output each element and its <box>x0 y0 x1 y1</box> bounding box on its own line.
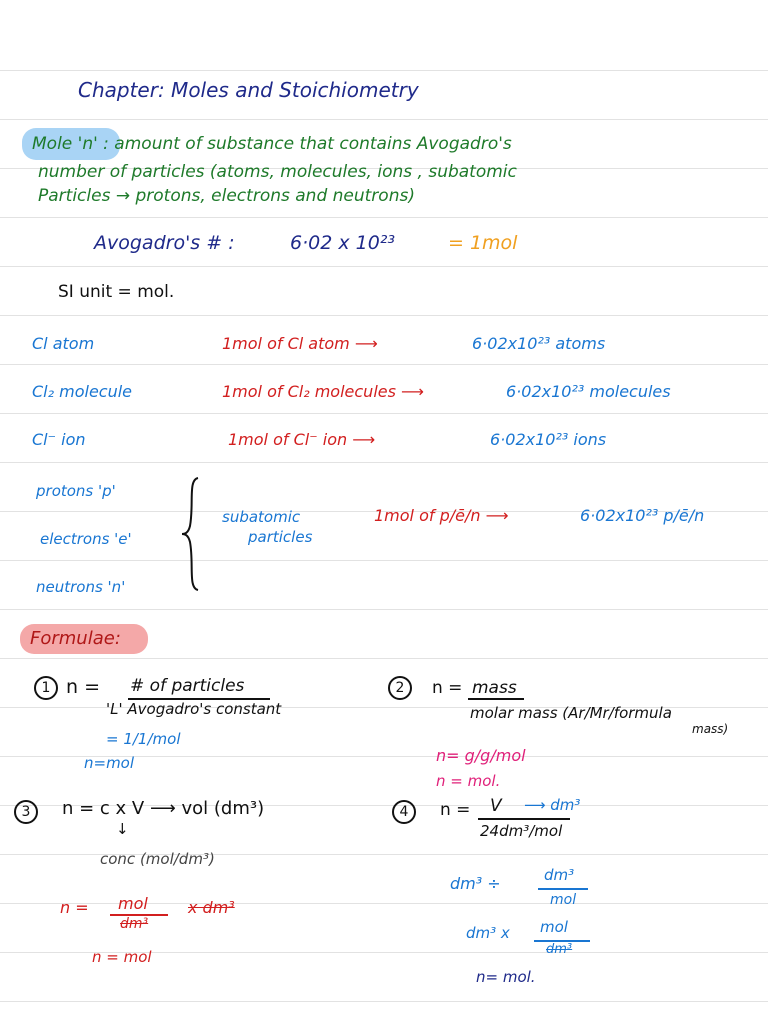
definition-line-3: Particles → protons, electrons and neutrons) <box>38 186 415 206</box>
page-title: Chapter: Moles and Stoichiometry <box>78 78 419 102</box>
formula-4-step2-left: dm³ x <box>466 924 510 942</box>
formula-4-step1-denominator: mol <box>550 892 577 908</box>
formula-1-n: n = <box>66 676 101 698</box>
formula-4-arrow-label: ⟶ dm³ <box>524 796 581 814</box>
avogadro-label: Avogadro's # : <box>94 232 235 254</box>
formula-4-number: 4 <box>392 800 416 824</box>
formula-4-step1-line <box>538 888 588 890</box>
formulae-heading: Formulae: <box>30 628 121 649</box>
formula-3-times: x dm³ <box>188 898 235 917</box>
definition-line-2: number of particles (atoms, molecules, ions , subatomic <box>38 162 517 182</box>
row-3-left: Cl⁻ ion <box>32 430 86 449</box>
row-2-right: 6·02x10²³ molecules <box>506 382 671 401</box>
formula-3-numerator: mol <box>118 894 148 913</box>
formula-2-numerator: mass <box>472 678 517 698</box>
formula-4-n: n = <box>440 800 471 820</box>
formula-4-step1-left: dm³ ÷ <box>450 874 501 893</box>
formula-4-step1-numerator: dm³ <box>544 866 575 884</box>
formula-1-eq: = 1/1/mol <box>106 730 181 748</box>
formula-4-step2-denominator: dm³ <box>546 942 573 957</box>
curly-brace-icon <box>180 474 210 594</box>
formula-3-conc: conc (mol/dm³) <box>100 850 215 868</box>
row-2-middle: 1mol of Cl₂ molecules ⟶ <box>222 382 424 401</box>
formula-2-denominator-2: mass) <box>692 722 729 736</box>
row-3-right: 6·02x10²³ ions <box>490 430 607 449</box>
si-unit: SI unit = mol. <box>58 282 175 302</box>
formula-4-denominator: 24dm³/mol <box>480 822 563 840</box>
subatomic-middle: 1mol of p/ē/n ⟶ <box>374 506 509 525</box>
definition-line-1: Mole 'n' : amount of substance that contains Avogadro's <box>32 134 512 154</box>
electrons-label: electrons 'e' <box>40 530 132 548</box>
formula-2-units: n= g/g/mol <box>436 746 526 765</box>
subatomic-label-1: subatomic <box>222 508 301 526</box>
formula-1-result: n=mol <box>84 754 135 772</box>
avogadro-value: 6·02 x 10²³ <box>290 232 396 254</box>
formula-1-numerator: # of particles <box>130 676 245 696</box>
formula-1-number: 1 <box>34 676 58 700</box>
formula-3-number: 3 <box>14 800 38 824</box>
formula-3-n: n = <box>60 898 89 917</box>
formula-3-arrow: ↓ <box>116 820 129 838</box>
row-1-left: Cl atom <box>32 334 95 353</box>
row-1-right: 6·02x10²³ atoms <box>472 334 606 353</box>
formula-2-number: 2 <box>388 676 412 700</box>
formula-1-denominator: 'L' Avogadro's constant <box>106 700 282 718</box>
formula-3-result: n = mol <box>92 948 152 966</box>
formula-4-result: n= mol. <box>476 968 536 986</box>
neutrons-label: neutrons 'n' <box>36 578 126 596</box>
row-1-middle: 1mol of Cl atom ⟶ <box>222 334 378 353</box>
formula-3-denominator: dm³ <box>120 916 149 932</box>
formula-2-n: n = <box>432 678 463 698</box>
formula-4-numerator: V <box>490 796 502 816</box>
avogadro-equals: = 1mol <box>448 232 518 254</box>
formula-3-eq: n = c x V ⟶ vol (dm³) <box>62 798 265 819</box>
formula-2-denominator: molar mass (Ar/Mr/formula <box>470 704 672 722</box>
subatomic-label-2: particles <box>248 528 313 546</box>
protons-label: protons 'p' <box>36 482 116 500</box>
subatomic-right: 6·02x10²³ p/ē/n <box>580 506 705 525</box>
row-2-left: Cl₂ molecule <box>32 382 133 401</box>
formula-2-fraction-line <box>468 698 524 700</box>
formula-4-fraction-line <box>478 818 570 820</box>
row-3-middle: 1mol of Cl⁻ ion ⟶ <box>228 430 376 449</box>
formula-2-result: n = mol. <box>436 772 501 790</box>
formula-4-step2-numerator: mol <box>540 918 568 936</box>
